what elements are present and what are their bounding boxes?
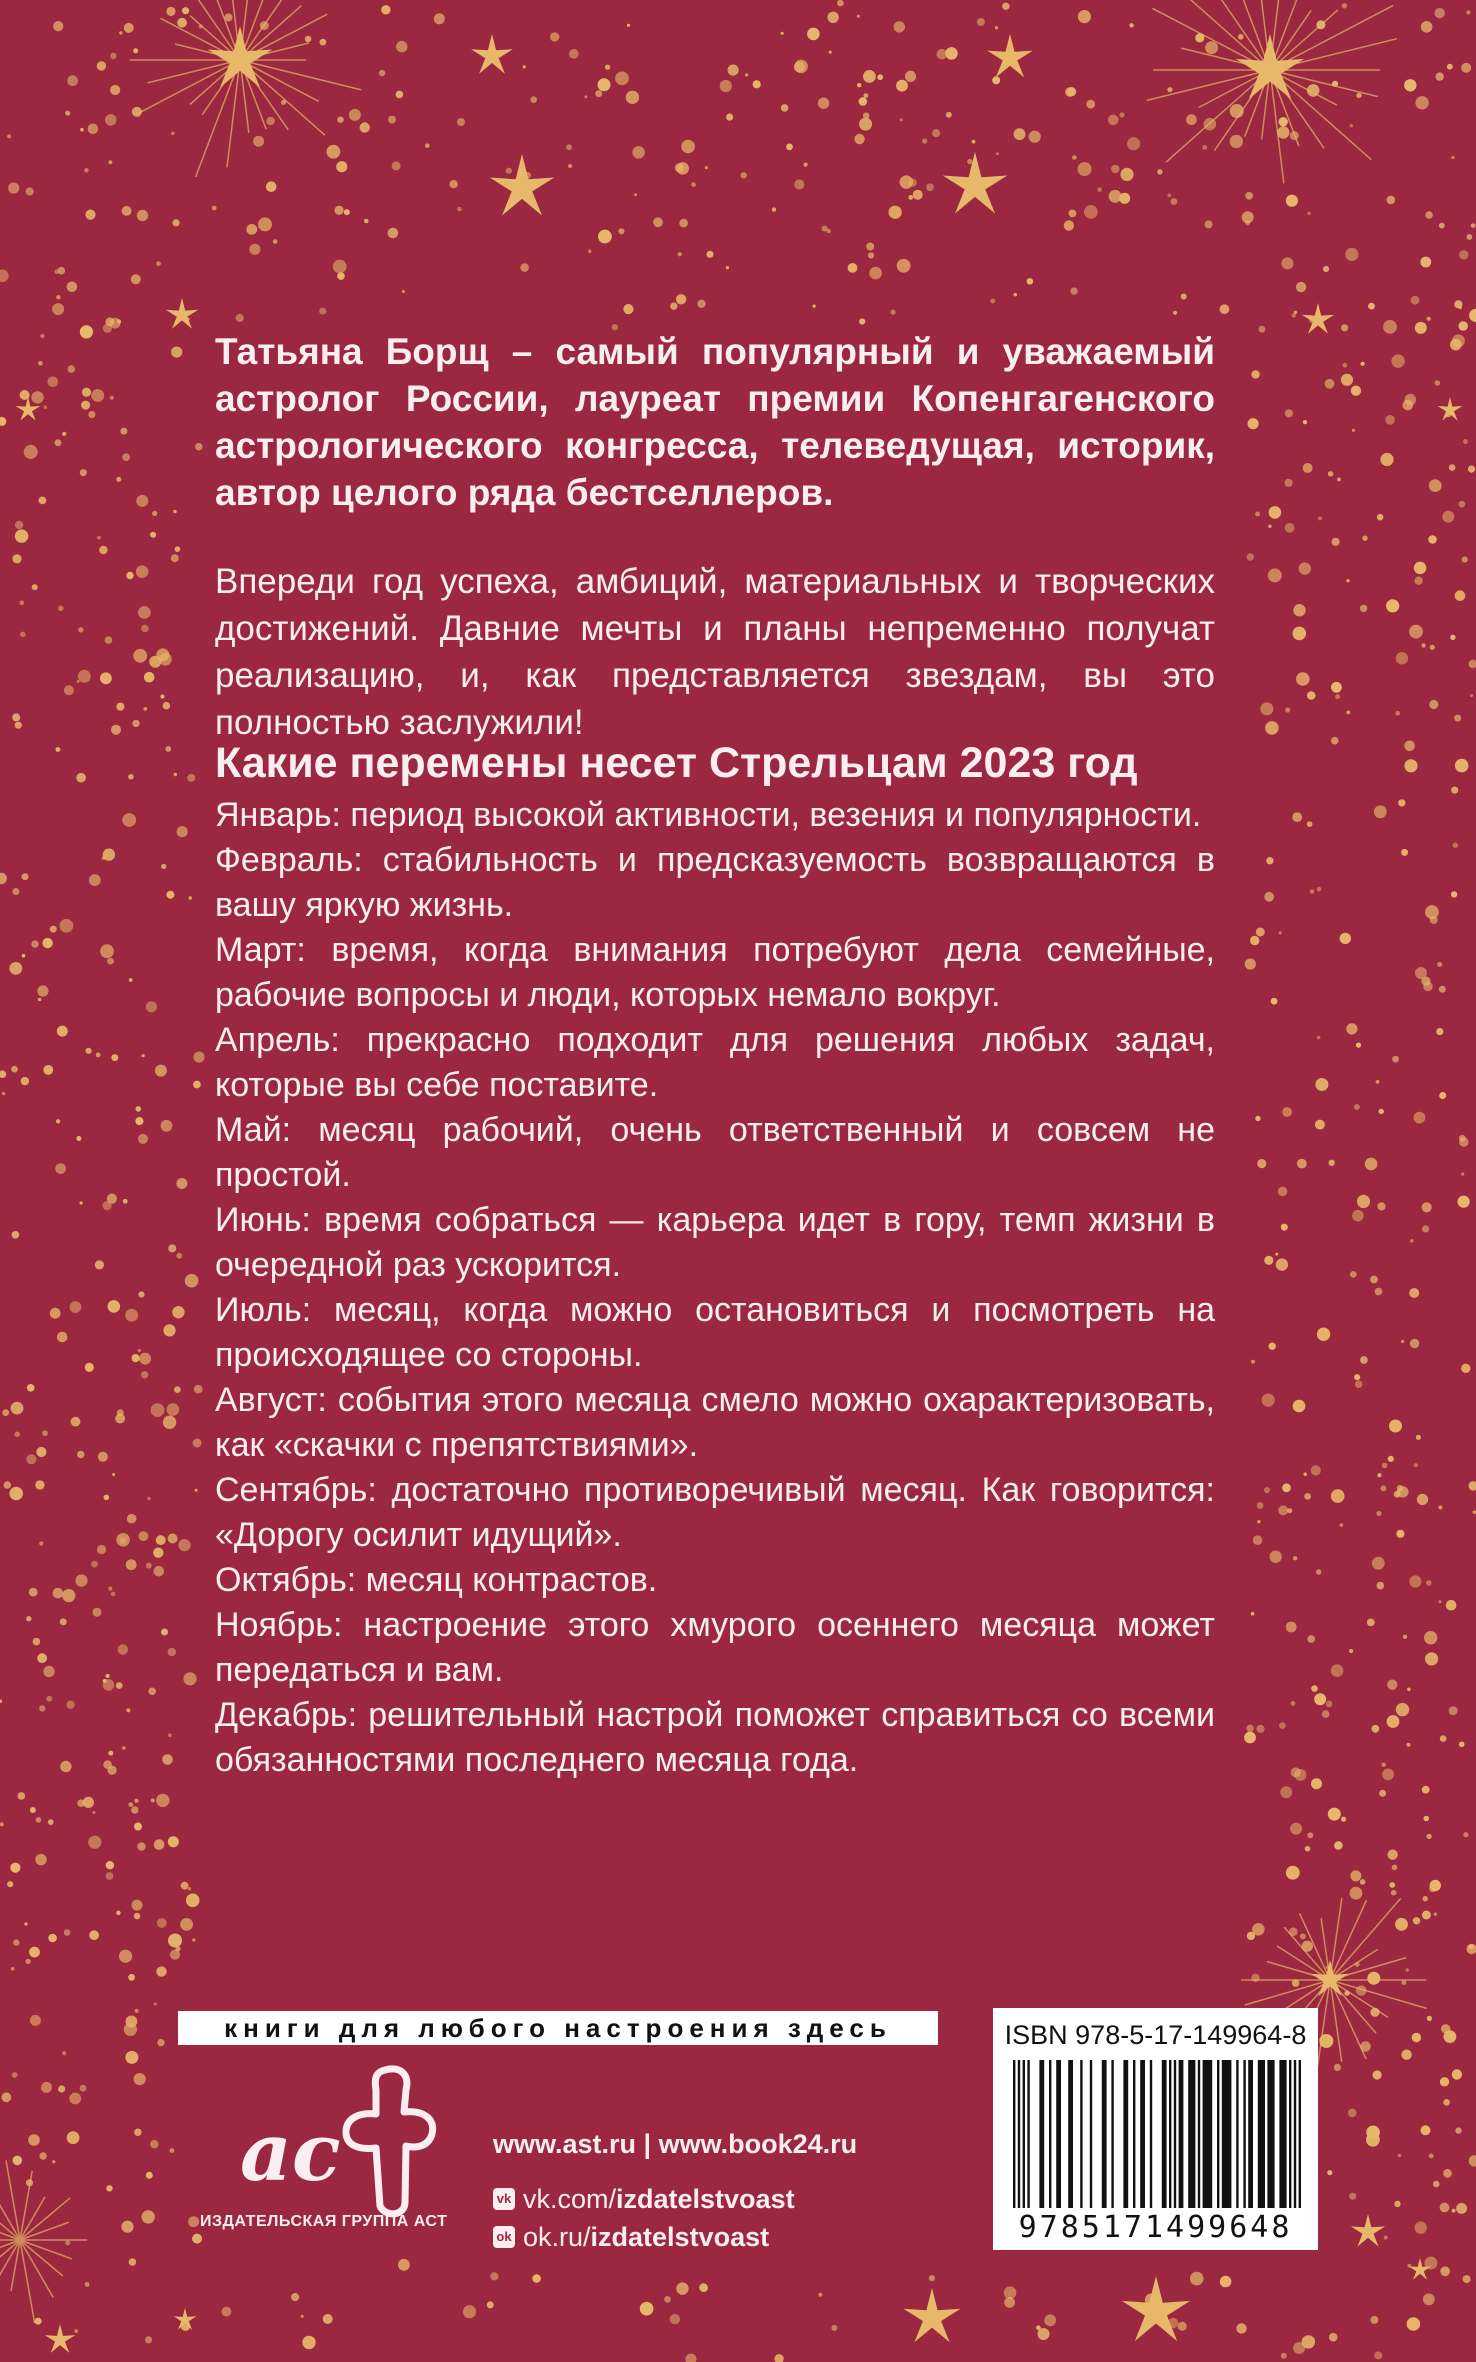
star-shape [166, 298, 198, 329]
month-item-february: Февраль: стабильность и предсказуемость возвращаются в вашу яркую жизнь. [215, 841, 1215, 924]
month-item-april: Апрель: прекрасно подходит для решения любых задач, которые вы себе поставите. [215, 1021, 1215, 1104]
publisher-links [493, 2124, 857, 2256]
vk-icon: vk [493, 2188, 515, 2210]
star-shape [1438, 397, 1463, 421]
star-shape [1122, 2276, 1190, 2341]
star-shape [45, 2324, 75, 2353]
star-shape [904, 2288, 961, 2342]
star-shape [208, 26, 273, 88]
isbn-label: ISBN 978-5-17-149964-8 [1004, 2020, 1307, 2050]
logo-lettering: ac [240, 2105, 341, 2199]
month-list [215, 793, 1215, 1783]
vk-handle: izdatelstvoast [616, 2184, 795, 2214]
star-shape [1302, 303, 1334, 334]
star-shape [1236, 34, 1304, 99]
month-item-december: Декабрь: решительный настрой поможет справиться со всеми обязанностями последнего месяца года. [215, 1696, 1215, 1779]
forecast-heading: Какие перемены несет Стрельцам 2023 год [215, 739, 1138, 787]
month-item-august: Август: события этого месяца смело можно охарактеризовать, как «скачки с препятствиями». [215, 1381, 1215, 1464]
tagline-bar: книги для любого настроения здесь [178, 2011, 938, 2045]
star-shape [471, 34, 513, 74]
ok-handle: izdatelstvoast [590, 2222, 770, 2252]
barcode [1013, 2060, 1301, 2208]
month-item-march: Март: время, когда внимания потребуют дела семейные, рабочие вопросы и люди, которых немало вокруг. [215, 931, 1215, 1014]
month-item-october: Октябрь: месяц контрастов. [215, 1561, 658, 1599]
ok-icon: ok [493, 2226, 515, 2248]
month-item-november: Ноябрь: настроение этого хмурого осеннего месяца может передаться и вам. [215, 1606, 1215, 1689]
star-shape [1351, 2214, 1385, 2247]
publisher-name: ИЗДАТЕЛЬСКАЯ ГРУППА АСТ [200, 2213, 448, 2230]
author-intro: Татьяна Борщ – самый популярный и уважаемый астролог России, лауреат премии Копенгагенского астрологического конгресса, телеведущая, историк, автор целого ряда бестселлеров. [215, 331, 1215, 513]
star-shape [490, 154, 555, 216]
ok-link[interactable] [493, 2218, 857, 2256]
forecast-section [215, 733, 1215, 1783]
star-shape [987, 34, 1033, 77]
month-item-may: Май: месяц рабочий, очень ответственный и совсем не простой. [215, 1111, 1215, 1194]
ok-prefix: ok.ru/ [523, 2222, 591, 2252]
website-links[interactable]: www.ast.ru | www.book24.ru [493, 2129, 858, 2159]
star-shape [943, 152, 1008, 214]
month-item-january: Январь: период высокой активности, везения и популярности. [215, 796, 1202, 834]
barcode-digits: 9785171499648 [1018, 2210, 1293, 2245]
month-item-september: Сентябрь: достаточно противоречивый месяц. Как говорится: «Дорогу осилит идущий». [215, 1471, 1215, 1554]
promo-text: Впереди год успеха, амбиций, материальных и творческих достижений. Давние мечты и планы непременно получат реализацию, и, как представляется звездам, вы это полностью заслужили! [215, 562, 1215, 742]
month-item-june: Июнь: время собраться — карьера идет в гору, темп жизни в очередной раз ускорится. [215, 1201, 1215, 1284]
vk-prefix: vk.com/ [523, 2184, 617, 2214]
isbn-box [993, 2008, 1318, 2250]
month-item-july: Июль: месяц, когда можно остановиться и посмотреть на происходящее со стороны. [215, 1291, 1215, 1374]
vk-link[interactable] [493, 2180, 857, 2218]
ast-logo [200, 2062, 460, 2222]
